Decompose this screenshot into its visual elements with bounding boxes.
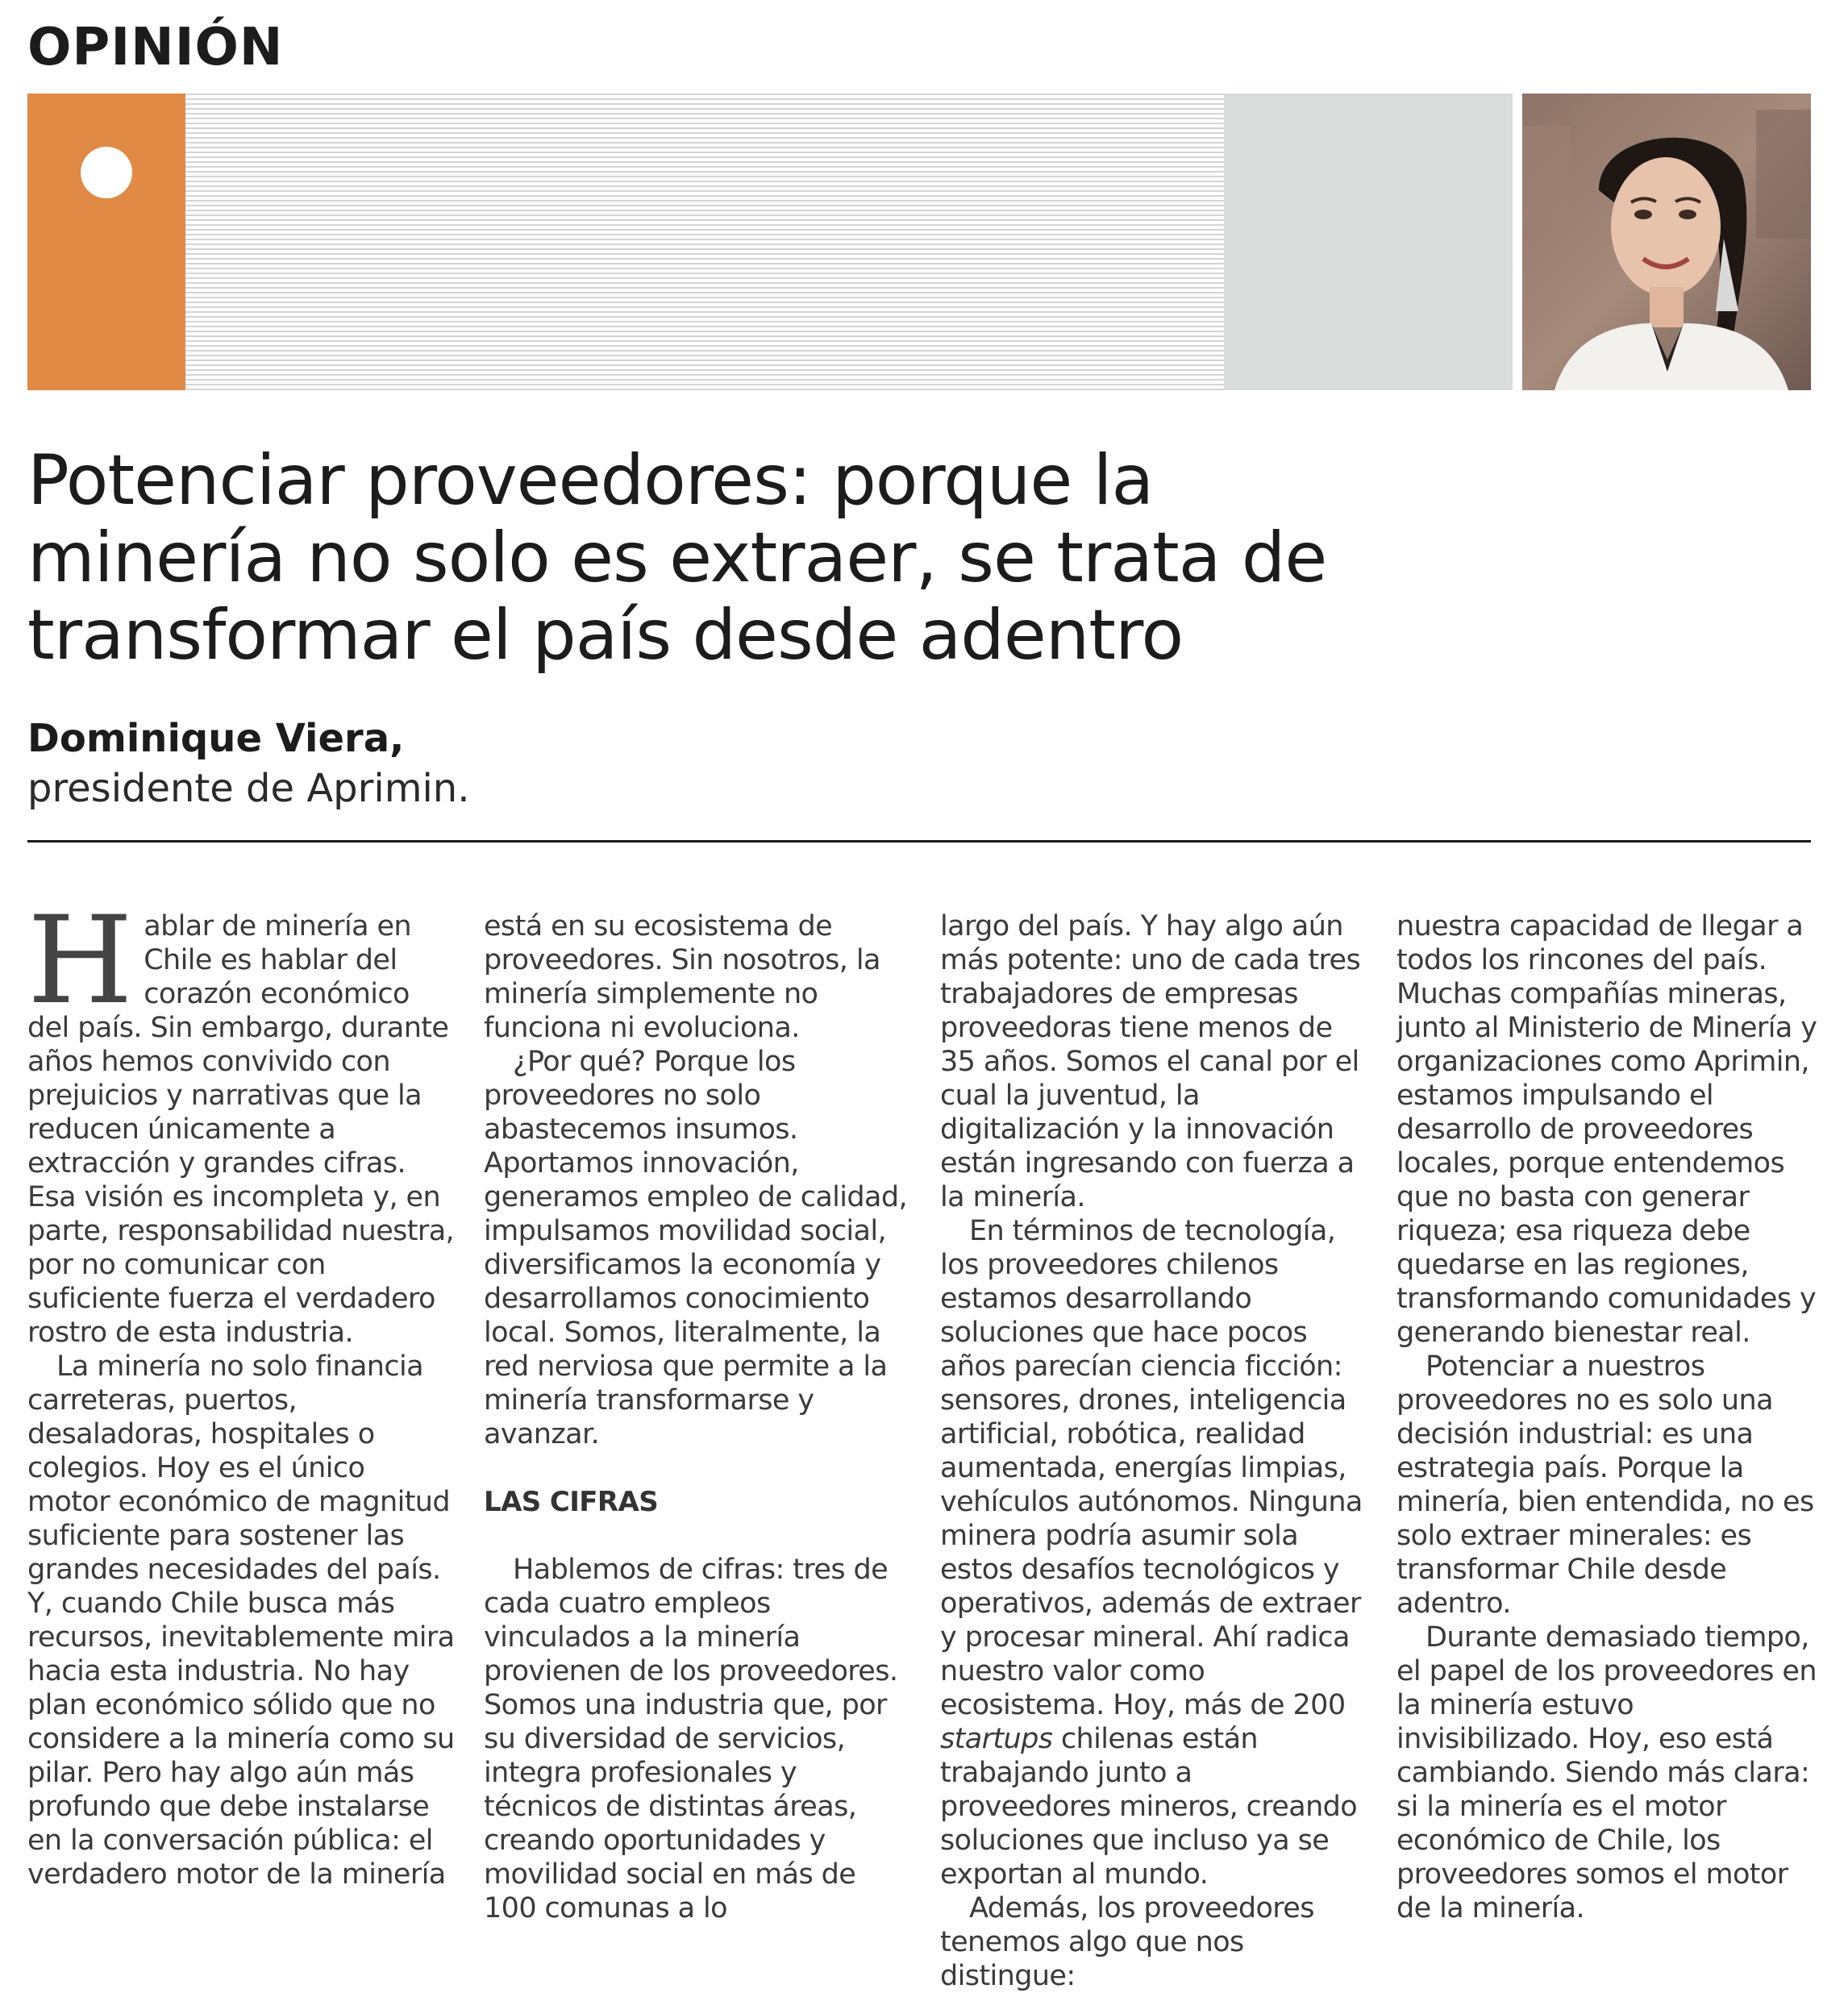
paragraph-text: ablar de minería en Chile es hablar del corazón económico del país. Sin embargo, durante años hemos convivido con prejuicios y narrativas que la reducen únicamente a extracción y grandes cifras. Esa visión es incompleta y, en parte, responsabilidad nuestra, por no comunicar con suficiente fuerza el verdadero rostro de esta industria.: [27, 910, 455, 1349]
grey-panel: [1224, 94, 1513, 390]
paragraph: [27, 891, 455, 1350]
article-column-2: [484, 909, 911, 1925]
article-column-4: [1396, 909, 1824, 1925]
dot-icon: [81, 147, 132, 198]
paragraph: está en su ecosistema de proveedores. Sin nosotros, la minería simplemente no funciona ni evoluciona.: [484, 910, 880, 1044]
paragraph: Hablemos de cifras: tres de cada cuatro empleos vinculados a la minería provienen de los proveedores. Somos una industria que, por su diversidad de servicios, integra profesionales y técnicos de distintas áreas, creando oportunidades y movilidad social en más de 100 comunas a lo: [484, 1554, 898, 1924]
paragraph: largo del país. Y hay algo aún más potente: uno de cada tres trabajadores de empresas proveedoras tiene menos de 35 años. Somos el canal por el cual la juventud, la digitalización y la innovación están ingresando con fuerza a la minería.: [940, 910, 1361, 1213]
author-name: Dominique Viera,: [27, 716, 405, 761]
paragraph: Además, los proveedores tenemos algo que nos distingue:: [940, 1892, 1314, 1992]
subheading: LAS CIFRAS: [484, 1486, 659, 1518]
paragraph: Potenciar a nuestros proveedores no es solo una decisión industrial: es una estrategia país. Porque la minería, bien entendida, no es solo extraer minerales: es transformar Chile desde adentro.: [1396, 1350, 1814, 1620]
italic-word: startups: [940, 1723, 1053, 1755]
header-banner: [27, 94, 1811, 390]
article-headline: Potenciar proveedores: porque la minería no solo es extraer, se trata de transformar el país desde adentro: [27, 440, 1327, 676]
paragraph: ¿Por qué? Porque los proveedores no solo abastecemos insumos. Aportamos innovación, generamos empleo de calidad, impulsamos movilidad social, diversificamos la economía y desarrollamos conocimiento local. Somos, literalmente, la red nerviosa que permite a la minería transformarse y avanzar.: [484, 1046, 908, 1450]
striped-panel: [185, 94, 1243, 390]
article-column-3: [940, 909, 1367, 1993]
paragraph: La minería no solo financia carreteras, puertos, desaladoras, hospitales o colegios. Hoy es el único motor económico de magnitud suficiente para sostener las grandes necesidades del país. Y, cuando Chile busca más recursos, inevitablemente mira hacia esta industria. No hay plan económico sólido que no considere a la minería como su pilar. Pero hay algo aún más profundo que debe instalarse en la conversación pública: el verdadero motor de la minería: [27, 1350, 455, 1891]
article-column-1: [27, 891, 455, 1891]
paragraph: Durante demasiado tiempo, el papel de los proveedores en la minería estuvo invisibilizado. Hoy, eso está cambiando. Siendo más clara: si la minería es el motor económico de Chile, los proveedores somos el motor de la minería.: [1396, 1621, 1817, 1924]
opinion-accent-block: [27, 94, 185, 390]
paragraph: nuestra capacidad de llegar a todos los rincones del país. Muchas compañías mineras, junto al Ministerio de Minería y organizaciones como Aprimin, estamos impulsando el desarrollo de proveedores locales, porque entendemos que no basta con generar riqueza; esa riqueza debe quedarse en las regiones, transformando comunidades y generando bienestar real.: [1396, 910, 1817, 1349]
author-photo: [1522, 94, 1811, 390]
drop-cap: H: [27, 891, 133, 1031]
paragraph: [940, 1214, 1367, 1891]
section-label: OPINIÓN: [27, 18, 284, 77]
paragraph-text: En términos de tecnología, los proveedores chilenos estamos desarrollando soluciones que hace pocos años parecían ciencia ficción: sensores, drones, inteligencia artificial, robótica, realidad aumentada, energías limpias, vehículos autónomos. Ninguna minera podría asumir sola estos desafíos tecnológicos y operativos, además de extraer y procesar mineral. Ahí radica nuestro valor como ecosistema. Hoy, más de 200: [940, 1215, 1363, 1721]
divider: [27, 840, 1811, 843]
paragraph-text: chilenas están trabajando junto a proveedores mineros, creando soluciones que incluso ya se exportan al mundo.: [940, 1723, 1358, 1891]
author-role: presidente de Aprimin.: [27, 766, 470, 811]
